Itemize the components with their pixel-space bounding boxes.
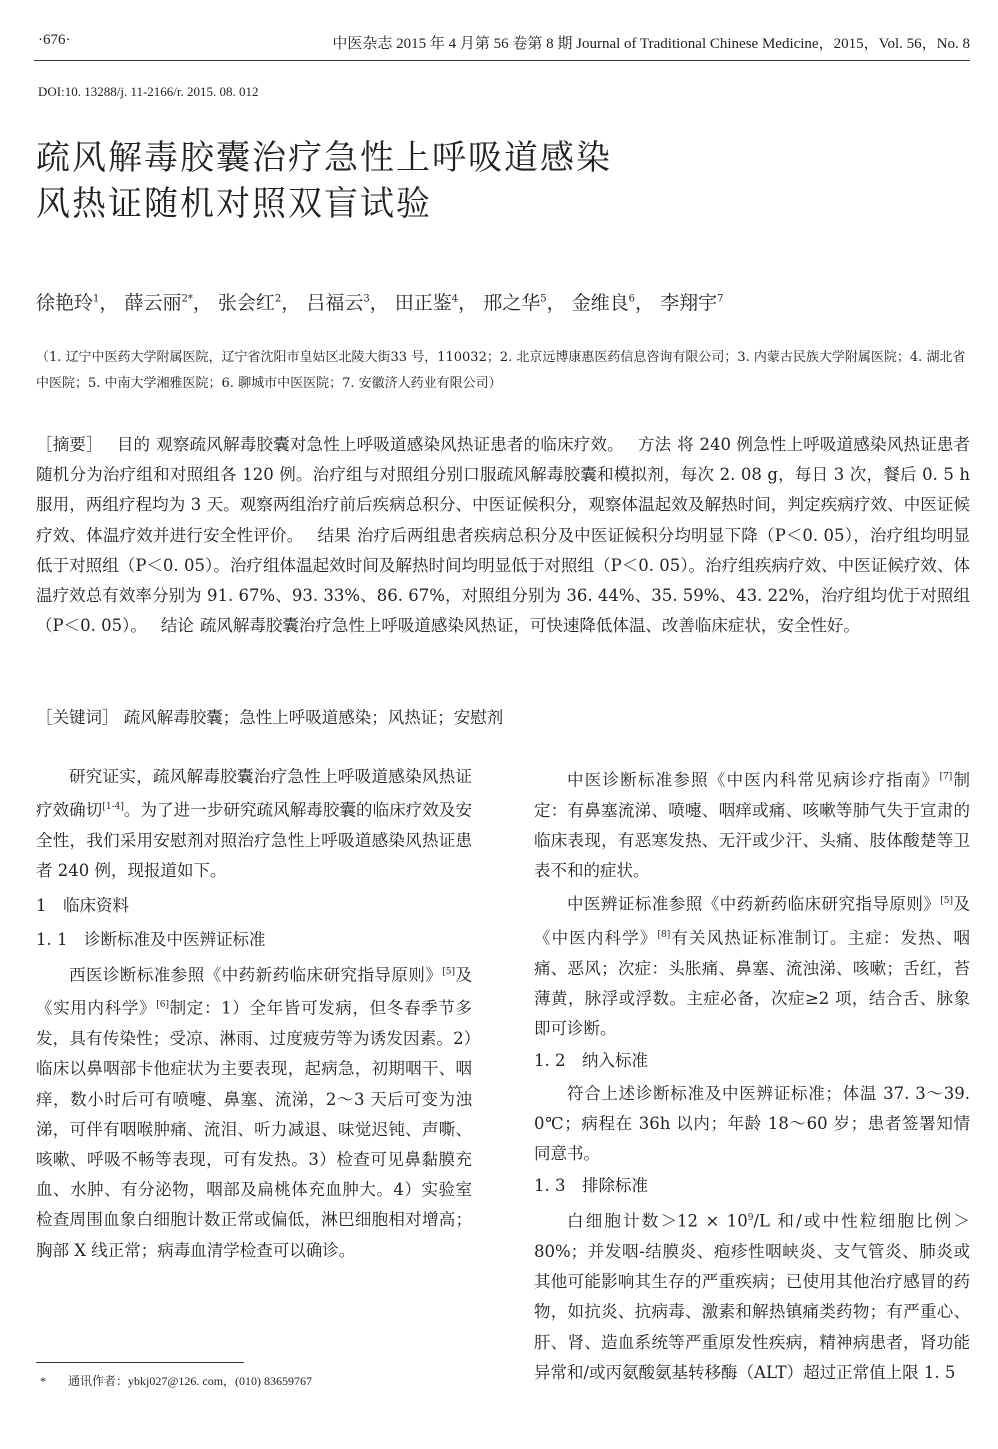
citation-ref: [5] [442,966,456,977]
objective-label: 目的 [116,435,151,454]
doi: DOI:10. 13288/j. 11-2166/r. 2015. 08. 012 [38,84,259,99]
inclusion-paragraph: 符合上述诊断标准及中医辨证标准；体温 37. 3～39. 0℃；病程在 36h 以内；年龄 18～60 岁；患者签署知情同意书。 [534,1083,970,1163]
methods-text: 将 240 例急性上呼吸道感染风热证患者随机分为治疗组和对照组各 120 例。治疗组与对照组分别口服疏风解毒胶囊和模拟剂，每次 2. 08 g，每日 3 次，餐后 0. 5 h 服用，两组疗程均为 3 天。观察两组治疗前后疾病总积分、中医证候积分，观察体温起效及解热时间，判定疾病疗效、中医证候疗效、体温疗效并进行安全性评价。 [36,435,971,545]
corresponding-author-footnote: * 通讯作者：ybkj027@126. com，(010) 83659767 [40,1374,313,1388]
conclusion-text: 疏风解毒胶囊治疗急性上呼吸道感染风热证，可快速降低体温、改善临床症状，安全性好。 [199,616,860,636]
subsection-heading: 1. 2 纳入标准 [534,1051,648,1071]
affiliations: （1. 辽宁中医药大学附属医院，辽宁省沈阳市皇姑区北陵大街33 号，110032；2. 北京远博康惠医药信息咨询有限公司；3. 内蒙古民族大学附属医院；4. 湖北省中医院；5. 中南大学湘雅医院；6. 聊城市中医医院；7. 安徽济人药业有限公司） [36,350,966,391]
methods-label: 方法 [637,435,672,454]
footnote-rule [36,1362,244,1363]
subsection-heading: 1. 3 排除标准 [534,1176,648,1196]
western-diagnosis-paragraph: 西医诊断标准参照《中药新药临床研究指导原则》[5]及《实用内科学》[6]制定：1）全年皆可发病，但冬春季节多发，具有传染性；受凉、淋雨、过度疲劳等为诱发因素。2）临床以鼻咽部卡他症状为主要表现，起病急，初期咽干、咽痒，数小时后可有喷嚏、鼻塞、流涕，2～3 天后可变为浊涕，可伴有咽喉肿痛、流泪、听力减退、味觉迟钝、声嘶、咳嗽、呼吸不畅等表现，可有发热。3）检查可见鼻黏膜充血、水肿、有分泌物，咽部及扁桃体充血肿大。4）实验室检查周围血象白细胞计数正常或偏低，淋巴细胞相对增高；胸部 X 线正常；病毒血清学检查可以确诊。 [36,965,473,1260]
author-list: 徐艳玲$^1$， 薛云丽$^{2*}$， 张会红$^2$， 吕福云$^3$， 田正鉴$^4$， 邢之华$^5$， 金维良$^6$， 李翔宇$^7$ [36,292,724,314]
author: 李翔宇$^7$ [660,292,724,314]
author: 吕福云$^3$ [306,292,370,314]
author: 薛云丽$^{2*}$ [124,292,193,314]
citation-ref: [7] [939,772,953,782]
subsection-heading: 1. 1 诊断标准及中医辨证标准 [36,929,266,949]
author: 金维良$^6$ [571,292,636,314]
body-right-column [534,762,970,1388]
journal-citation: 中医杂志 2015 年 4 月第 56 卷第 8 期 Journal of Traditional Chinese Medicine，2015，Vol. 56，No. 8 [332,36,970,52]
conclusion-label: 结论 [160,616,194,636]
abstract [36,430,970,641]
keywords [36,704,503,728]
author: 张会红$^2$ [217,292,282,314]
author: 邢之华$^5$ [483,292,547,314]
article-title [36,135,612,227]
citation-ref: [5] [940,896,954,907]
citation-ref: [1-4] [102,802,124,813]
title-line-1: 疏风解毒胶囊治疗急性上呼吸道感染 [36,138,612,178]
section-heading: 1 临床资料 [36,896,129,916]
results-text: 治疗后两组患者疾病总积分及中医证候积分均明显下降（P＜0. 05），治疗组均明显低于对照组（P＜0. 05）。治疗组体温起效时间及解热时间均明显低于对照组（P＜0. 05）。治疗组疾病疗效、中医证候疗效、体温疗效总有效率分别为 91. 67%、93. 33%、86. 67%，对照组分别为 36. 44%、35. 59%、43. 22%，治疗组均优于对照组（P＜0. 05）。 [36,525,971,636]
tcm-diagnosis-paragraph: 中医诊断标准参照《中医内科常见病诊疗指南》[7]制定：有鼻塞流涕、喷嚏、咽痒或痛、咳嗽等肺气失于宣肃的临床表现，有恶寒发热、无汗或少汗、头痛、肢体酸楚等卫表不和的症状。 [534,770,971,881]
title-line-2: 风热证随机对照双盲试验 [36,184,432,224]
page-number: ·676· [38,32,71,48]
objective-text: 观察疏风解毒胶囊对急性上呼吸道感染风热证患者的临床疗效。 [156,435,624,454]
tcm-syndrome-paragraph: 中医辨证标准参照《中药新药临床研究指导原则》[5]及《中医内科学》[8]有关风热证标准制订。主症：发热、咽痛、恶风；次症：头胀痛、鼻塞、流浊涕、咳嗽；舌红，苔薄黄，脉浮或浮数。主症必备，次症≥2 项，结合舌、脉象即可诊断。 [534,894,971,1039]
citation-ref: [6] [156,1000,169,1011]
intro-paragraph: 研究证实，疏风解毒胶囊治疗急性上呼吸道感染风热证疗效确切[1-4]。为了进一步研究疏风解毒胶囊的临床疗效及安全性，我们采用安慰剂对照治疗急性上呼吸道感染风热证患者 240 例，现报道如下。 [36,767,473,881]
results-label: 结果 [317,525,351,545]
keywords-label: ［关键词］ [36,708,119,727]
header-rule [34,60,970,61]
citation-ref: [8] [657,930,671,941]
running-head [38,28,970,54]
author: 徐艳玲$^1$ [36,292,100,314]
exclusion-paragraph: 白细胞计数$>12 \times 10^9/L$ 和/或中性粒细胞比例＞80%；并发咽-结膜炎、疱疹性咽峡炎、支气管炎、肺炎或其他可能影响其生存的严重疾病；已使用其他治疗感冒的药物，如抗炎、抗病毒、激素和解热镇痛类药物；有严重心、肝、肾、造血系统等严重原发性疾病，精神病患者，肾功能异常和/或丙氨酸氨基转移酶（ALT）超过正常值上限 1. 5 [534,1211,970,1382]
author: 田正鉴$^4$ [394,292,459,314]
body-left-column [36,762,472,1266]
abstract-label: ［摘要］ [36,435,103,454]
keywords-text: 疏风解毒胶囊；急性上呼吸道感染；风热证；安慰剂 [123,708,504,727]
